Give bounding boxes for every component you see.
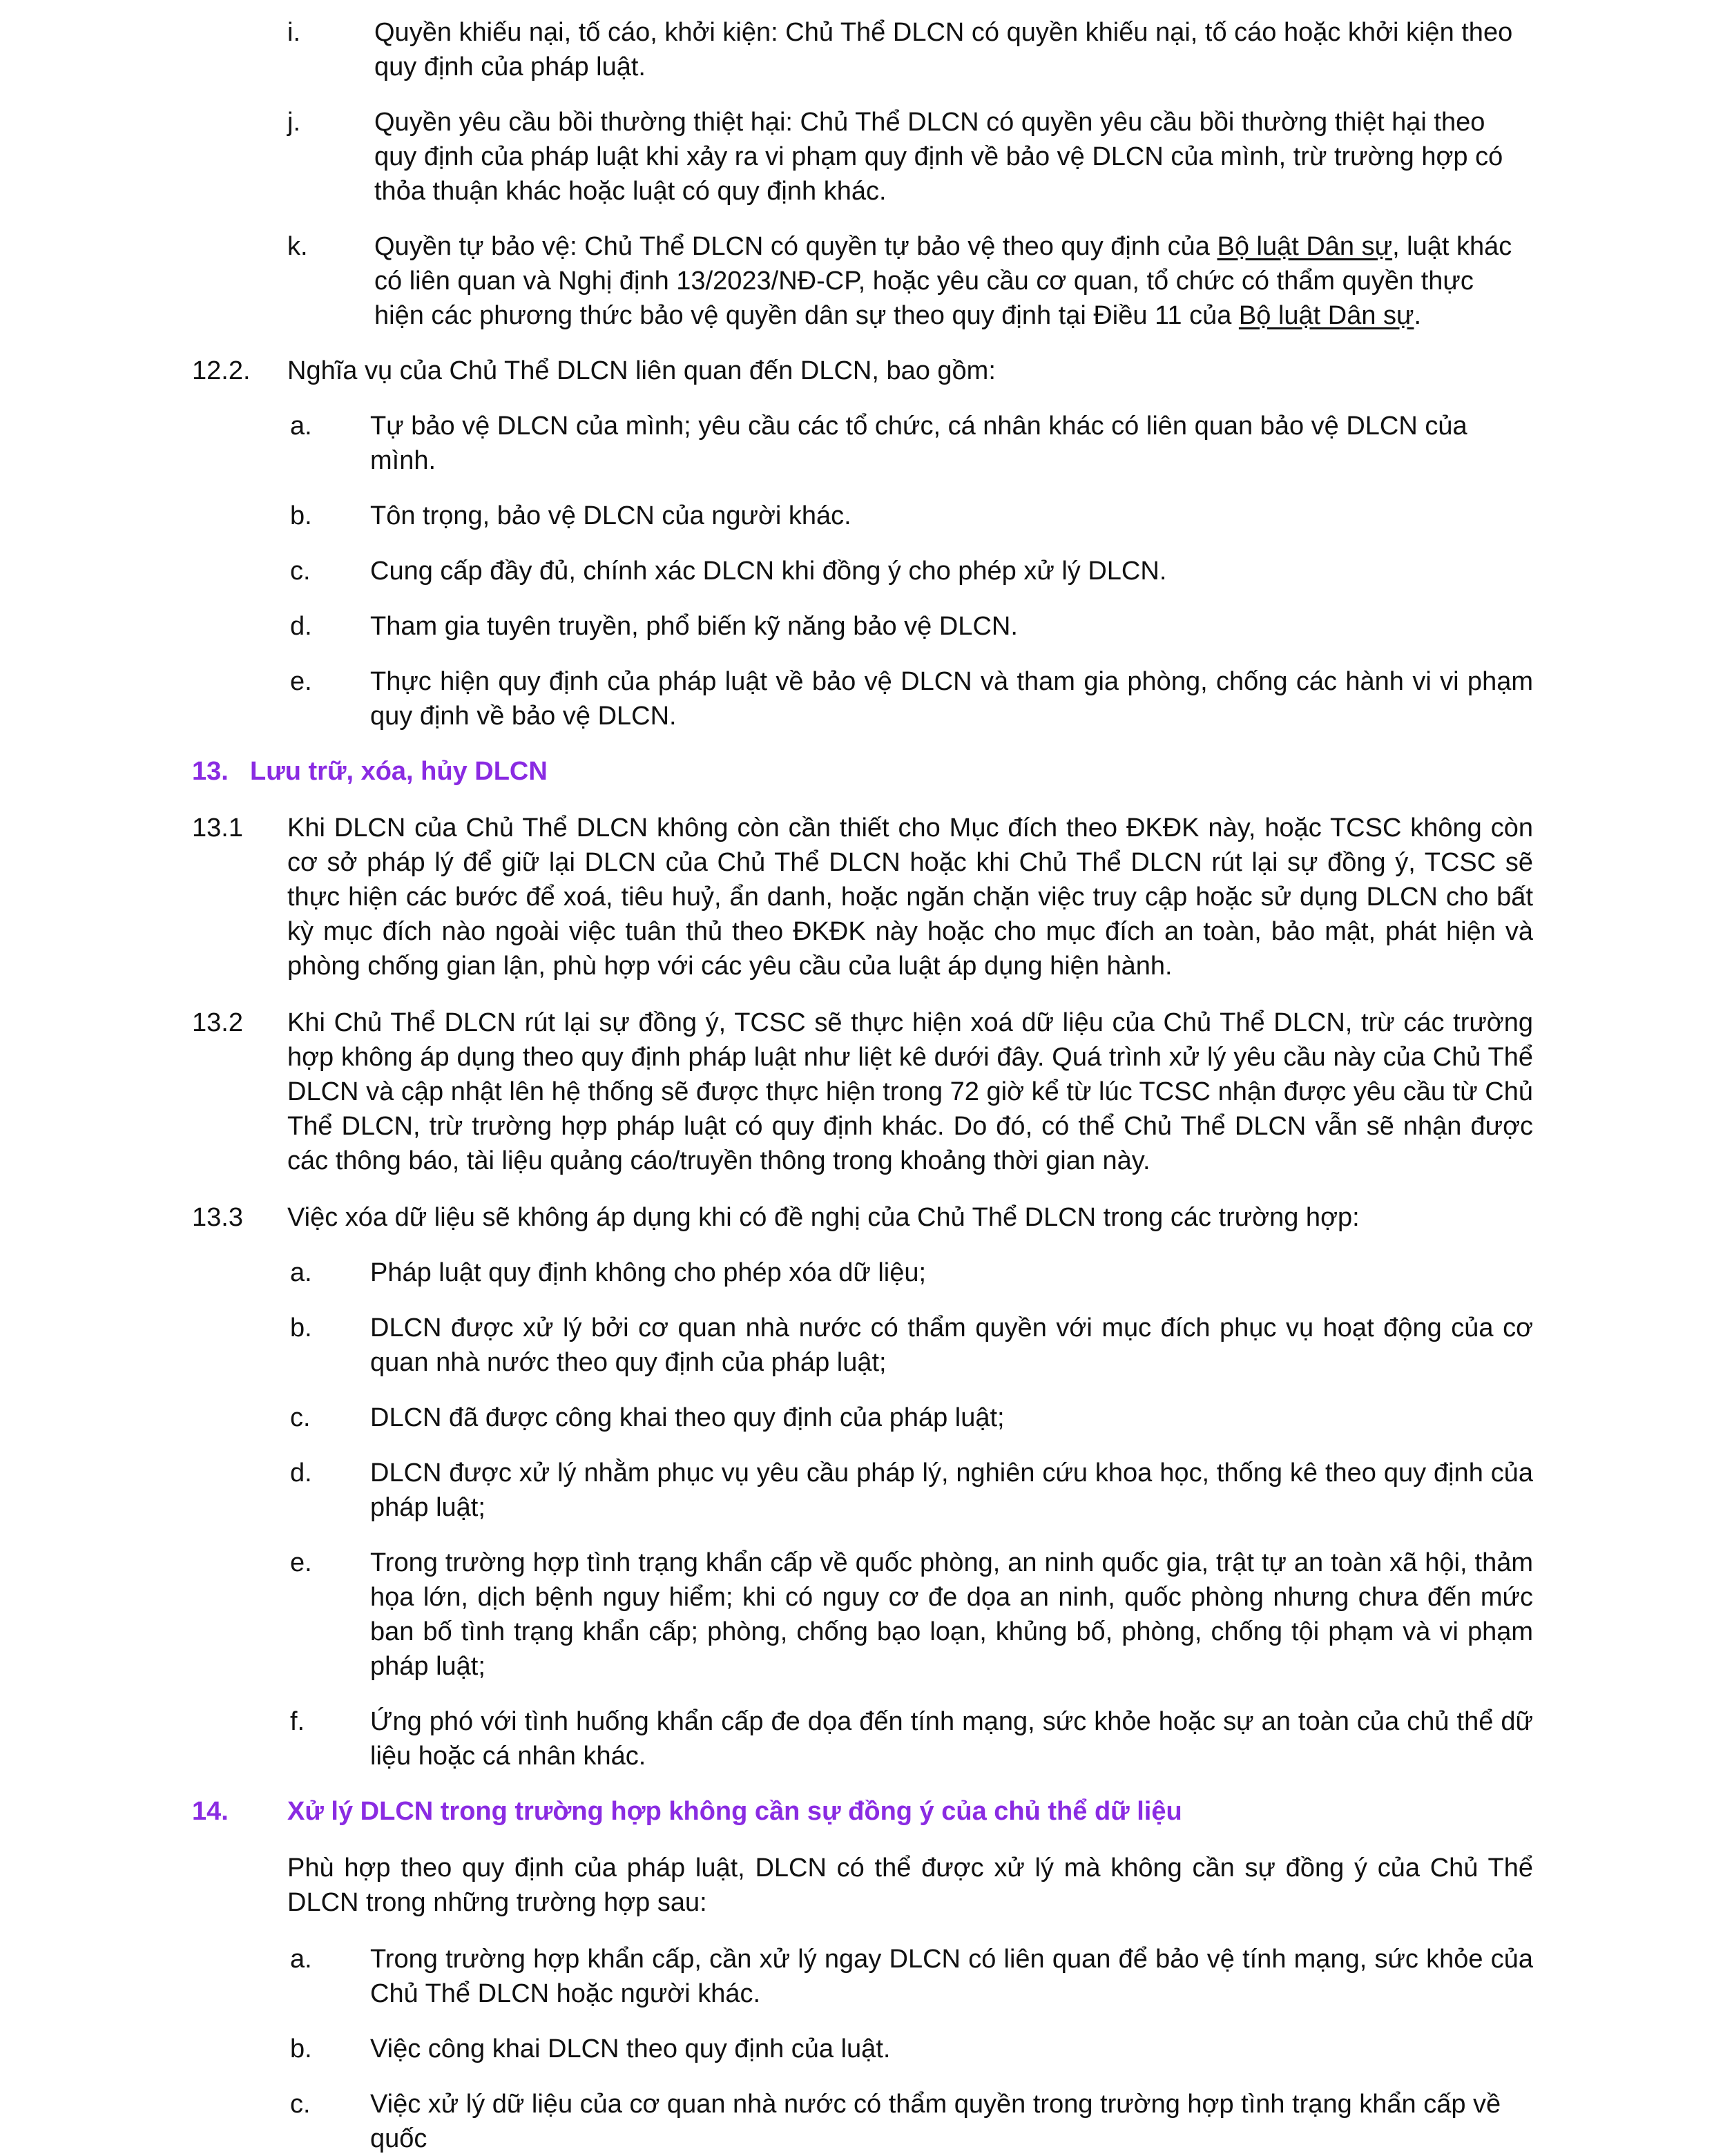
item-text: Quyền khiếu nại, tố cáo, khởi kiện: Chủ Thể DLCN có quyền khiếu nại, tố cáo hoặc khởi kiện theo quy định của pháp luật. xyxy=(374,18,1513,81)
civil-code-link[interactable]: Bộ luật Dân sự xyxy=(1238,301,1414,330)
list-item xyxy=(290,2032,1533,2066)
subsection-12-2 xyxy=(192,354,1533,388)
item-text: Tham gia tuyên truyền, phổ biến kỹ năng bảo vệ DLCN. xyxy=(370,612,1018,641)
paragraph-13-2 xyxy=(192,1005,1533,1178)
paragraph-text: Việc xóa dữ liệu sẽ không áp dụng khi có đề nghị của Chủ Thể DLCN trong các trường hợp: xyxy=(287,1203,1360,1232)
item-label: j. xyxy=(287,108,300,137)
item-text-part: . xyxy=(1414,301,1422,330)
item-text: Pháp luật quy định không cho phép xóa dữ liệu; xyxy=(370,1258,927,1287)
item-text: Cung cấp đầy đủ, chính xác DLCN khi đồng ý cho phép xử lý DLCN. xyxy=(370,557,1167,586)
list-item xyxy=(290,2087,1533,2156)
section-number: 13. xyxy=(192,757,229,786)
paragraph-number: 13.2 xyxy=(192,1008,243,1037)
item-label: a. xyxy=(290,412,312,441)
list-item xyxy=(290,1456,1533,1525)
item-label: c. xyxy=(290,557,311,586)
paragraph-number: 13.3 xyxy=(192,1203,243,1232)
list-item-i xyxy=(287,15,1518,84)
item-text-part: Quyền tự bảo vệ: Chủ Thể DLCN có quyền tự bảo vệ theo quy định của xyxy=(374,232,1217,261)
list-item xyxy=(290,499,1533,533)
list-item xyxy=(290,1704,1533,1773)
item-text: Tôn trọng, bảo vệ DLCN của người khác. xyxy=(370,501,851,530)
item-label: f. xyxy=(290,1707,305,1736)
item-label: i. xyxy=(287,18,300,47)
section-number: 14. xyxy=(192,1797,229,1826)
item-text: Ứng phó với tình huống khẩn cấp đe dọa đến tính mạng, sức khỏe hoặc sự an toàn của chủ thể dữ liệu hoặc cá nhân khác. xyxy=(370,1707,1533,1771)
item-label: d. xyxy=(290,1459,312,1488)
list-item xyxy=(290,1255,1533,1290)
item-text: DLCN đã được công khai theo quy định của pháp luật; xyxy=(370,1403,1005,1432)
item-label: k. xyxy=(287,232,308,261)
list-item xyxy=(290,1546,1533,1684)
item-text: Thực hiện quy định của pháp luật về bảo vệ DLCN và tham gia phòng, chống các hành vi vi phạm quy định về bảo vệ DLCN. xyxy=(370,667,1533,731)
item-label: b. xyxy=(290,1313,312,1342)
subsection-text: Nghĩa vụ của Chủ Thể DLCN liên quan đến DLCN, bao gồm: xyxy=(287,356,996,385)
section-title: Xử lý DLCN trong trường hợp không cần sự đồng ý của chủ thể dữ liệu xyxy=(287,1797,1182,1826)
section-title: Lưu trữ, xóa, hủy DLCN xyxy=(250,757,548,786)
item-text: Tự bảo vệ DLCN của mình; yêu cầu các tổ chức, cá nhân khác có liên quan bảo vệ DLCN của mình. xyxy=(370,412,1467,475)
item-label: d. xyxy=(290,612,312,641)
item-text: Quyền yêu cầu bồi thường thiệt hại: Chủ Thể DLCN có quyền yêu cầu bồi thường thiệt hại theo quy định của pháp luật khi xảy ra vi phạm quy định về bảo vệ DLCN của mình, trừ trường hợp có thỏa thuận khác hoặc luật có quy định khác. xyxy=(374,108,1503,206)
list-item xyxy=(290,664,1533,733)
item-text: DLCN được xử lý bởi cơ quan nhà nước có thẩm quyền với mục đích phục vụ hoạt động của cơ quan nhà nước theo quy định của pháp luật; xyxy=(370,1313,1533,1377)
section-14-intro: Phù hợp theo quy định của pháp luật, DLCN có thể được xử lý mà không cần sự đồng ý của Chủ Thể DLCN trong những trường hợp sau: xyxy=(287,1854,1533,1917)
item-label: e. xyxy=(290,667,312,696)
item-label: c. xyxy=(290,1403,311,1432)
paragraph-text: Khi Chủ Thể DLCN rút lại sự đồng ý, TCSC sẽ thực hiện xoá dữ liệu của Chủ Thể DLCN, trừ các trường hợp không áp dụng theo quy định pháp luật như liệt kê dưới đây. Quá trình xử lý yêu cầu này của Chủ Thể DLCN và cập nhật lên hệ thống sẽ được thực hiện trong 72 giờ kể từ lúc TCSC nhận được yêu cầu từ Chủ Thể DLCN, trừ trường hợp pháp luật có quy định khác. Do đó, có thể Chủ Thể DLCN vẫn sẽ nhận được các thông báo, tài liệu quảng cáo/truyền thông trong khoảng thời gian này. xyxy=(287,1008,1533,1175)
list-item xyxy=(290,609,1533,644)
paragraph-number: 13.1 xyxy=(192,814,243,843)
section-heading-14 xyxy=(192,1794,1533,1829)
item-text: Trong trường hợp khẩn cấp, cần xử lý ngay DLCN có liên quan để bảo vệ tính mạng, sức khỏe của Chủ Thể DLCN hoặc người khác. xyxy=(370,1945,1533,2008)
item-text: DLCN được xử lý nhằm phục vụ yêu cầu pháp lý, nghiên cứu khoa học, thống kê theo quy định của pháp luật; xyxy=(370,1459,1533,1522)
paragraph-13-3 xyxy=(192,1200,1533,1235)
subsection-number: 12.2. xyxy=(192,356,251,385)
item-text: Việc công khai DLCN theo quy định của luật. xyxy=(370,2034,891,2063)
civil-code-link[interactable]: Bộ luật Dân sự xyxy=(1217,232,1393,261)
list-item xyxy=(290,1311,1533,1380)
item-label: c. xyxy=(290,2090,311,2119)
list-item-k xyxy=(287,229,1518,333)
item-text-part: , luật khác có liên quan và Nghị định 13/2023/NĐ-CP, hoặc yêu cầu cơ quan, tổ chức có thẩm quyền thực hiện các phương thức bảo vệ quyền dân sự theo quy định tại Điều 11 của xyxy=(374,232,1512,330)
list-item xyxy=(290,1942,1533,2011)
section-heading-13 xyxy=(192,754,1714,789)
item-label: b. xyxy=(290,2034,312,2063)
item-label: b. xyxy=(290,501,312,530)
list-item xyxy=(290,1401,1533,1435)
item-text: Trong trường hợp tình trạng khẩn cấp về quốc phòng, an ninh quốc gia, trật tự an toàn xã hội, thảm họa lớn, dịch bệnh nguy hiểm; khi có nguy cơ đe dọa an ninh, quốc phòng nhưng chưa đến mức ban bố tình trạng khẩn cấp; phòng, chống bạo loạn, khủng bố, phòng, chống tội phạm và vi phạm pháp luật; xyxy=(370,1548,1533,1681)
item-text: Việc xử lý dữ liệu của cơ quan nhà nước có thẩm quyền trong trường hợp tình trạng khẩn cấp về quốc xyxy=(370,2090,1501,2153)
list-item-j xyxy=(287,105,1518,209)
paragraph-text: Khi DLCN của Chủ Thể DLCN không còn cần thiết cho Mục đích theo ĐKĐK này, hoặc TCSC không còn cơ sở pháp lý để giữ lại DLCN của Chủ Thể DLCN hoặc khi Chủ Thể DLCN rút lại sự đồng ý, TCSC sẽ thực hiện các bước để xoá, tiêu huỷ, ẩn danh, hoặc ngăn chặn việc truy cập hoặc sử dụng DLCN cho bất kỳ mục đích nào ngoài việc tuân thủ theo ĐKĐK này hoặc cho mục đích an toàn, bảo mật, phát hiện và phòng chống gian lận, phù hợp với các yêu cầu của luật áp dụng hiện hành. xyxy=(287,814,1533,981)
item-label: e. xyxy=(290,1548,312,1577)
item-label: a. xyxy=(290,1258,312,1287)
item-label: a. xyxy=(290,1945,312,1974)
list-item xyxy=(290,409,1533,478)
item-text xyxy=(374,229,1518,333)
paragraph-13-1 xyxy=(192,811,1533,983)
list-item xyxy=(290,554,1533,588)
